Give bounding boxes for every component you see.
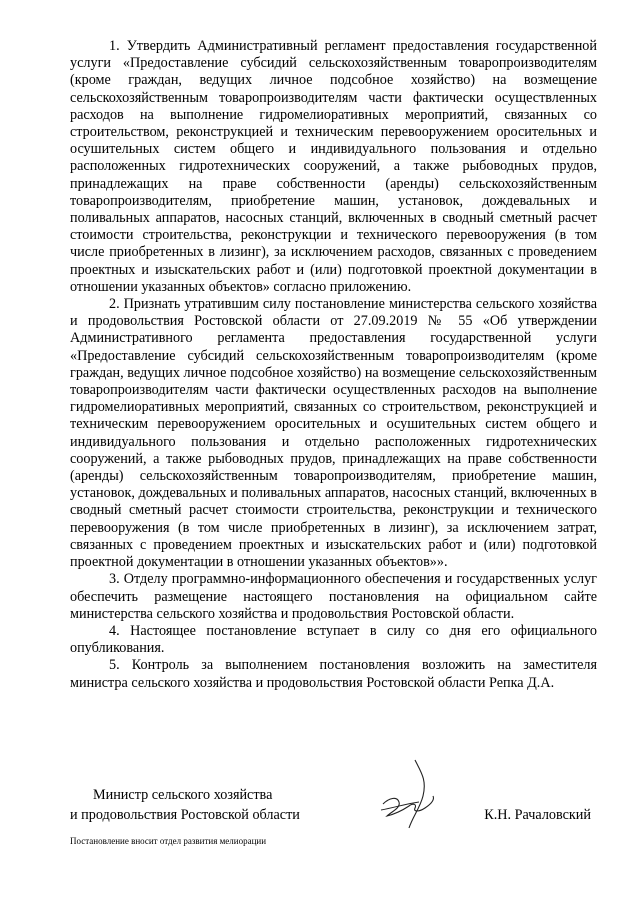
signer-title-line-2: и продовольствия Ростовской области: [70, 807, 300, 823]
paragraph-3: 3. Отделу программно-информационного обеспечения и государственных услуг обеспечить размещение настоящего постановления на официальном сайте министерства сельского хозяйства и продовольствия Ростовской области.: [70, 571, 597, 622]
paragraph-2: 2. Признать утратившим силу постановление министерства сельского хозяйства и продовольствия Ростовской области от 27.09.2019 № 55 «Об утверждении Административного регламента предоставления государственной услуги «Предоставление субсидий сельскохозяйственным товаропроизводителям (кроме граждан, ведущих личное подсобное хозяйство) на возмещение сельскохозяйственным товаропроизводителям части фактически осуществленных расходов на выполнение гидромелиоративных мероприятий, связанных со строительством, реконструкцией и техническим перевооружением оросительных и осушительных систем общего и индивидуального пользования и отдельно расположенных гидротехнических сооружений, а также рыбоводных прудов, принадлежащих на праве собственности (аренды) сельскохозяйственным товаропроизводителям, приобретение машин, установок, дождевальных и поливальных аппаратов, насосных станций, включенных в сводный сметный расчет стоимости строительства, реконструкции и технического перевооружения (в том числе приобретенных в лизинг), за исключением затрат, связанных с проведением проектных и изыскательских работ и (или) подготовкой проектной документации в отношении указанных объектов»».: [70, 296, 597, 571]
document-body: [70, 38, 597, 692]
signer-title-line-1: Министр сельского хозяйства: [93, 787, 273, 803]
paragraph-1: 1. Утвердить Административный регламент предоставления государственной услуги «Предоставление субсидий сельскохозяйственным товаропроизводителям (кроме граждан, ведущих личное подсобное хозяйство) на возмещение сельскохозяйственным товаропроизводителям части фактически осуществленных расходов на выполнение гидромелиоративных мероприятий, связанных со строительством, реконструкцией и техническим перевооружением оросительных и осушительных систем общего и индивидуального пользования и отдельно расположенных гидротехнических сооружений, а также рыбоводных прудов, принадлежащих на праве собственности (аренды) сельскохозяйственным товаропроизводителям, приобретение машин, установок, дождевальных и поливальных аппаратов, насосных станций, включенных в сводный сметный расчет стоимости строительства, реконструкции и технического перевооружения (в том числе приобретенных в лизинг), за исключением расходов, связанных с проведением проектных и изыскательских работ и (или) подготовкой проектной документации в отношении указанных объектов» согласно приложению.: [70, 38, 597, 295]
paragraph-5: 5. Контроль за выполнением постановления возложить на заместителя министра сельского хозяйства и продовольствия Ростовской области Репка Д.А.: [70, 657, 597, 691]
footer-note: Постановление вносит отдел развития мелиорации: [70, 836, 267, 846]
signature-block: [70, 785, 597, 825]
paragraph-4: 4. Настоящее постановление вступает в силу со дня его официального опубликования.: [70, 622, 597, 657]
signer-name: К.Н. Рачаловский: [484, 807, 591, 823]
